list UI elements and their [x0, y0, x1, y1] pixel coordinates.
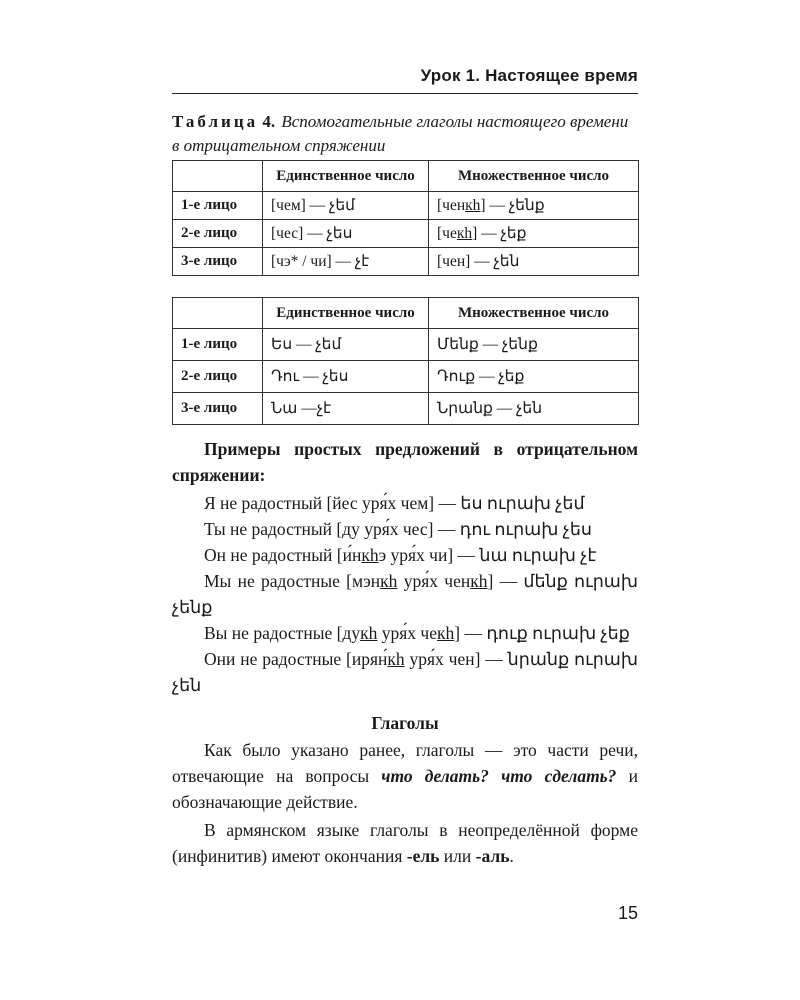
singular-header: Единственное число — [263, 161, 429, 192]
plural-cell — [429, 248, 639, 276]
example-text: уря́х чен] — նրանք ուրախ չեն — [172, 649, 638, 695]
singular-cell: Դու — չես — [263, 361, 429, 393]
body-text-run: и обозначающие действие. — [172, 766, 638, 812]
plural-cell — [429, 192, 639, 220]
example-text: Они не радостные [ирян́ — [204, 649, 388, 669]
plural-header: Множественное число — [429, 298, 639, 329]
caption-title: Вспомогательные глаголы настоящего времени в отрицательном спряжении — [172, 112, 629, 155]
caption-number: 4. — [262, 112, 276, 131]
person-cell: 1-е лицо — [173, 192, 263, 220]
table-row — [173, 192, 639, 220]
ending-bold: -аль — [475, 846, 510, 866]
plural-cell: Դուք — չեք — [429, 361, 639, 393]
person-cell: 2-е лицо — [173, 220, 263, 248]
underlined-sound: кh — [470, 571, 488, 591]
person-cell: 3-е лицо — [173, 393, 263, 425]
plural-cell: Մենք — չենք — [429, 329, 639, 361]
person-cell: 2-е лицо — [173, 361, 263, 393]
plural-text: [че — [437, 225, 457, 242]
body-text-run: Как было указано ранее, глаголы — это части речи, отвечающие на вопросы — [172, 740, 638, 786]
table-row — [173, 329, 639, 361]
plural-text: ] — չենք — [480, 197, 545, 214]
body-text-run: . — [509, 846, 514, 866]
underlined-sound: кh — [380, 571, 398, 591]
example-sentence — [172, 568, 638, 620]
table-header-row — [173, 298, 639, 329]
plural-text: [чен] — չեն — [437, 253, 520, 270]
caption-label: Таблица — [172, 112, 259, 131]
underlined-sound: кh — [360, 623, 378, 643]
corner-cell — [173, 161, 263, 192]
body-text-run: В армянском языке глаголы в неопределённой форме (инфинитив) имеют окончания — [172, 820, 638, 866]
body-text — [172, 737, 638, 869]
plural-header: Множественное число — [429, 161, 639, 192]
singular-cell: [чэ* / чи] — չէ — [263, 248, 429, 276]
section-heading: Глаголы — [371, 713, 439, 733]
example-text: ] — մենք ուրախ չենք — [172, 571, 639, 617]
singular-cell: [чес] — չես — [263, 220, 429, 248]
underlined-sound: кh — [387, 649, 405, 669]
examples-heading-text: Примеры простых предложений в отрицательном спряжении: — [172, 439, 638, 485]
singular-header: Единственное число — [263, 298, 429, 329]
plural-text: ] — չեք — [472, 225, 527, 242]
table-row — [173, 248, 639, 276]
example-text: уря́х чен — [397, 571, 471, 591]
table-header-row — [173, 161, 639, 192]
emphasis-questions: что делать? что сделать? — [381, 766, 617, 786]
underlined-sound: кh — [456, 225, 473, 242]
example-sentence: Я не радостный [йес уря́х чем] — ես ուրախ չեմ — [204, 493, 585, 513]
page-header: Урок 1. Настоящее время — [420, 66, 638, 85]
plural-cell: Նրանք — չեն — [429, 393, 639, 425]
example-sentence — [172, 542, 638, 568]
table-row — [173, 393, 639, 425]
table-row — [173, 220, 639, 248]
page-number: 15 — [617, 903, 638, 923]
example-text: Вы не радостные [ду — [204, 623, 361, 643]
header-divider — [172, 93, 638, 94]
example-text: уря́х че — [377, 623, 437, 643]
plural-cell — [429, 220, 639, 248]
example-text: ] — դուք ուրախ չեք — [454, 623, 630, 643]
singular-cell: Ես — չեմ — [263, 329, 429, 361]
examples-list — [172, 490, 638, 698]
table-row — [173, 361, 639, 393]
body-paragraph — [172, 737, 638, 815]
singular-cell: [чем] — չեմ — [263, 192, 429, 220]
pronoun-table — [172, 297, 639, 425]
table-caption — [172, 110, 638, 158]
example-text: Мы не радостные [мэн — [204, 571, 381, 591]
example-text: э уря́х чи] — նա ուրախ չէ — [378, 545, 597, 565]
underlined-sound: кh — [436, 623, 455, 643]
examples-heading — [172, 436, 638, 488]
body-paragraph — [172, 817, 638, 869]
underlined-sound: кh — [361, 545, 379, 565]
underlined-sound: кh — [465, 197, 481, 214]
person-cell: 3-е лицо — [173, 248, 263, 276]
ending-bold: -ель — [406, 846, 440, 866]
plural-text: [чен — [437, 197, 466, 214]
example-sentence: Ты не радостный [ду уря́х чес] — դու ուրախ չես — [204, 519, 593, 539]
singular-cell: Նա —չէ — [263, 393, 429, 425]
body-text-run: или — [439, 846, 476, 866]
example-sentence — [172, 620, 638, 646]
transliteration-table — [172, 160, 639, 276]
example-sentence — [172, 646, 638, 698]
example-text: Он не радостный [и́н — [204, 545, 362, 565]
corner-cell — [173, 298, 263, 329]
person-cell: 1-е лицо — [173, 329, 263, 361]
